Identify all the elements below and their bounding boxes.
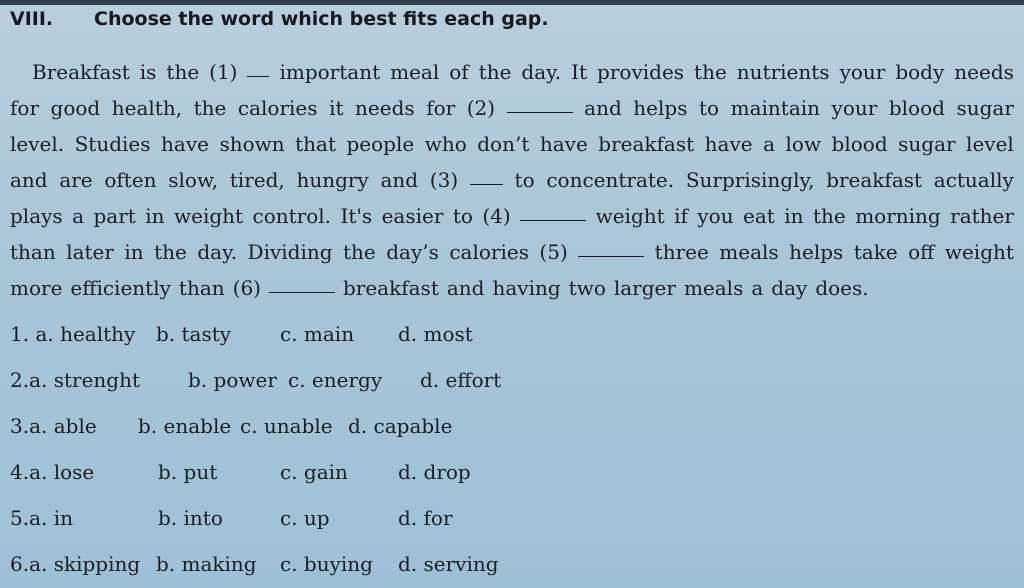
q6-option-d: d. serving	[398, 552, 499, 576]
passage-line-4	[10, 162, 1014, 198]
passage-word: who	[424, 132, 467, 156]
passage-word: breakfast	[826, 168, 923, 192]
q3-option-a: 3.a. able	[10, 414, 97, 438]
passage-word: (1)	[209, 60, 238, 84]
passage-word: weight	[944, 240, 1014, 264]
passage-word: important	[279, 60, 381, 84]
answer-gap	[520, 198, 586, 221]
passage-word: that	[295, 132, 337, 156]
passage-word: helps	[633, 96, 688, 120]
passage-word: the	[694, 60, 727, 84]
passage-word: breakfast	[342, 276, 439, 300]
answer-gap	[578, 234, 644, 257]
passage-word: tired,	[229, 168, 285, 192]
passage-word: than	[10, 240, 56, 264]
passage-word: if	[674, 204, 688, 228]
passage-word: meals	[719, 240, 779, 264]
q5-option-c: c. up	[280, 506, 330, 530]
passage-word: low	[785, 132, 822, 156]
passage-word: body	[895, 60, 945, 84]
passage-word: later	[66, 240, 114, 264]
passage-word: (3)	[429, 168, 459, 192]
passage-word: the	[478, 60, 512, 84]
passage-word: in	[124, 240, 144, 264]
passage-word: than	[178, 276, 225, 300]
passage-word: have	[539, 132, 588, 156]
passage-word: for	[10, 96, 40, 120]
passage-line-1	[10, 54, 1014, 90]
passage-word: in	[145, 204, 165, 228]
passage-word: good	[50, 96, 101, 120]
passage-word: more	[10, 276, 63, 300]
passage-word: sugar	[956, 96, 1014, 120]
passage-word: don’t	[477, 132, 530, 156]
passage-word: meal	[390, 60, 440, 84]
passage-word: hungry	[296, 168, 369, 192]
passage-word: actually	[933, 168, 1014, 192]
passage-line-2	[10, 90, 1014, 126]
passage-word: have	[704, 132, 753, 156]
passage-word: and	[584, 96, 622, 120]
passage-word: (2)	[466, 96, 496, 120]
exercise-instruction: Choose the word which best fits each gap.	[94, 8, 549, 30]
passage-word: off	[908, 240, 935, 264]
question-5-options	[10, 498, 710, 544]
passage-word: and	[10, 168, 48, 192]
passage-word: the	[343, 240, 376, 264]
passage-word: your	[831, 96, 878, 120]
passage-word: (4)	[482, 204, 511, 228]
q1-option-a: 1. a. healthy	[10, 322, 136, 346]
q2-option-a: 2.a. strenght	[10, 368, 141, 392]
passage-word: Breakfast	[32, 60, 130, 84]
passage-word: needs	[954, 60, 1014, 84]
passage-word: weight	[173, 204, 244, 228]
top-border	[0, 0, 1024, 5]
passage-word: control.	[252, 204, 332, 228]
passage-word: and	[380, 168, 419, 192]
answer-gap	[470, 162, 503, 185]
passage-word: to	[452, 204, 473, 228]
passage-word: Studies	[74, 132, 151, 156]
passage-word: (6)	[232, 276, 261, 300]
q5-option-b: b. into	[158, 506, 223, 530]
q5-option-d: d. for	[398, 506, 453, 530]
passage-word: concentrate.	[546, 168, 675, 192]
passage-word: calories	[449, 240, 529, 264]
passage-word: morning	[855, 204, 941, 228]
passage-word: plays	[10, 204, 63, 228]
passage-word: nutrients	[736, 60, 830, 84]
q1-option-b: b. tasty	[156, 322, 232, 346]
passage-word: level.	[10, 132, 65, 156]
passage-word: easier	[381, 204, 444, 228]
passage-word: for	[426, 96, 456, 120]
passage-word: It's	[340, 204, 373, 228]
q4-option-a: 4.a. lose	[10, 460, 95, 484]
passage-word: the	[193, 96, 227, 120]
passage-word: day.	[521, 60, 562, 84]
q6-option-a: 6.a. skipping	[10, 552, 141, 576]
passage-word: of	[449, 60, 469, 84]
q6-option-b: b. making	[156, 552, 257, 576]
passage-word: to	[514, 168, 535, 192]
passage-word: it	[329, 96, 344, 120]
q4-option-c: c. gain	[280, 460, 348, 484]
passage-word: a	[751, 276, 764, 300]
passage-word: day	[771, 276, 808, 300]
exercise-number: VIII.	[10, 8, 54, 30]
passage-word: two	[568, 276, 606, 300]
question-2-options	[10, 360, 710, 406]
passage-word: three	[654, 240, 709, 264]
passage-word: breakfast	[598, 132, 695, 156]
passage-line-3	[10, 126, 1014, 162]
q3-option-b: b. enable	[138, 414, 232, 438]
passage-word: are	[59, 168, 93, 192]
passage-word: eat	[743, 204, 775, 228]
passage-word: level	[966, 132, 1014, 156]
passage-word: the	[812, 204, 846, 228]
passage-word: blood	[831, 132, 888, 156]
passage-word: meals	[683, 276, 744, 300]
passage-word: have	[161, 132, 209, 156]
passage-word: in	[784, 204, 804, 228]
passage	[10, 54, 1014, 306]
passage-line-6	[10, 234, 1014, 270]
q1-option-d: d. most	[398, 322, 473, 346]
q6-option-c: c. buying	[280, 552, 373, 576]
passage-word: having	[492, 276, 561, 300]
passage-word: people	[346, 132, 415, 156]
q3-option-c: c. unable	[240, 414, 333, 438]
q2-option-b: b. power	[188, 368, 277, 392]
passage-word: calories	[237, 96, 318, 120]
passage-word: the	[166, 60, 200, 84]
answer-gap	[507, 90, 573, 113]
q3-option-d: d. capable	[348, 414, 453, 438]
passage-word: often	[104, 168, 157, 192]
passage-word: day.	[197, 240, 238, 264]
passage-word: sugar	[898, 132, 956, 156]
passage-word: take	[853, 240, 898, 264]
q4-option-d: d. drop	[398, 460, 471, 484]
q4-option-b: b. put	[158, 460, 218, 484]
passage-word: the	[154, 240, 187, 264]
answer-gap	[269, 270, 335, 293]
question-6-options	[10, 544, 710, 588]
passage-word: needs	[355, 96, 415, 120]
passage-word: a	[763, 132, 776, 156]
passage-line-5	[10, 198, 1014, 234]
q5-option-a: 5.a. in	[10, 506, 73, 530]
passage-word: Dividing	[247, 240, 333, 264]
passage-word: shown	[219, 132, 285, 156]
passage-word: part	[93, 204, 136, 228]
passage-word: Surprisingly,	[685, 168, 815, 192]
passage-word: does.	[815, 276, 869, 300]
passage-line-7	[10, 270, 1014, 306]
passage-word: weight	[595, 204, 665, 228]
question-3-options	[10, 406, 710, 452]
passage-word: you	[697, 204, 734, 228]
exercise-heading	[10, 8, 549, 30]
passage-word: is	[139, 60, 157, 84]
passage-word: day’s	[386, 240, 439, 264]
passage-word: (5)	[539, 240, 568, 264]
passage-word: slow,	[168, 168, 219, 192]
answer-options	[10, 314, 710, 588]
passage-word: your	[839, 60, 886, 84]
passage-word: provides	[597, 60, 685, 84]
question-1-options	[10, 314, 710, 360]
q1-option-c: c. main	[280, 322, 355, 346]
passage-word: helps	[789, 240, 844, 264]
passage-word: and	[446, 276, 485, 300]
passage-word: It	[571, 60, 588, 84]
q2-option-c: c. energy	[288, 368, 383, 392]
passage-word: larger	[613, 276, 676, 300]
passage-word: blood	[888, 96, 945, 120]
passage-word: maintain	[730, 96, 821, 120]
passage-word: rather	[950, 204, 1014, 228]
passage-word: a	[72, 204, 85, 228]
answer-gap	[247, 54, 269, 77]
passage-word: health,	[111, 96, 183, 120]
q2-option-d: d. effort	[420, 368, 502, 392]
question-4-options	[10, 452, 710, 498]
passage-word: efficiently	[70, 276, 171, 300]
passage-word: to	[699, 96, 720, 120]
